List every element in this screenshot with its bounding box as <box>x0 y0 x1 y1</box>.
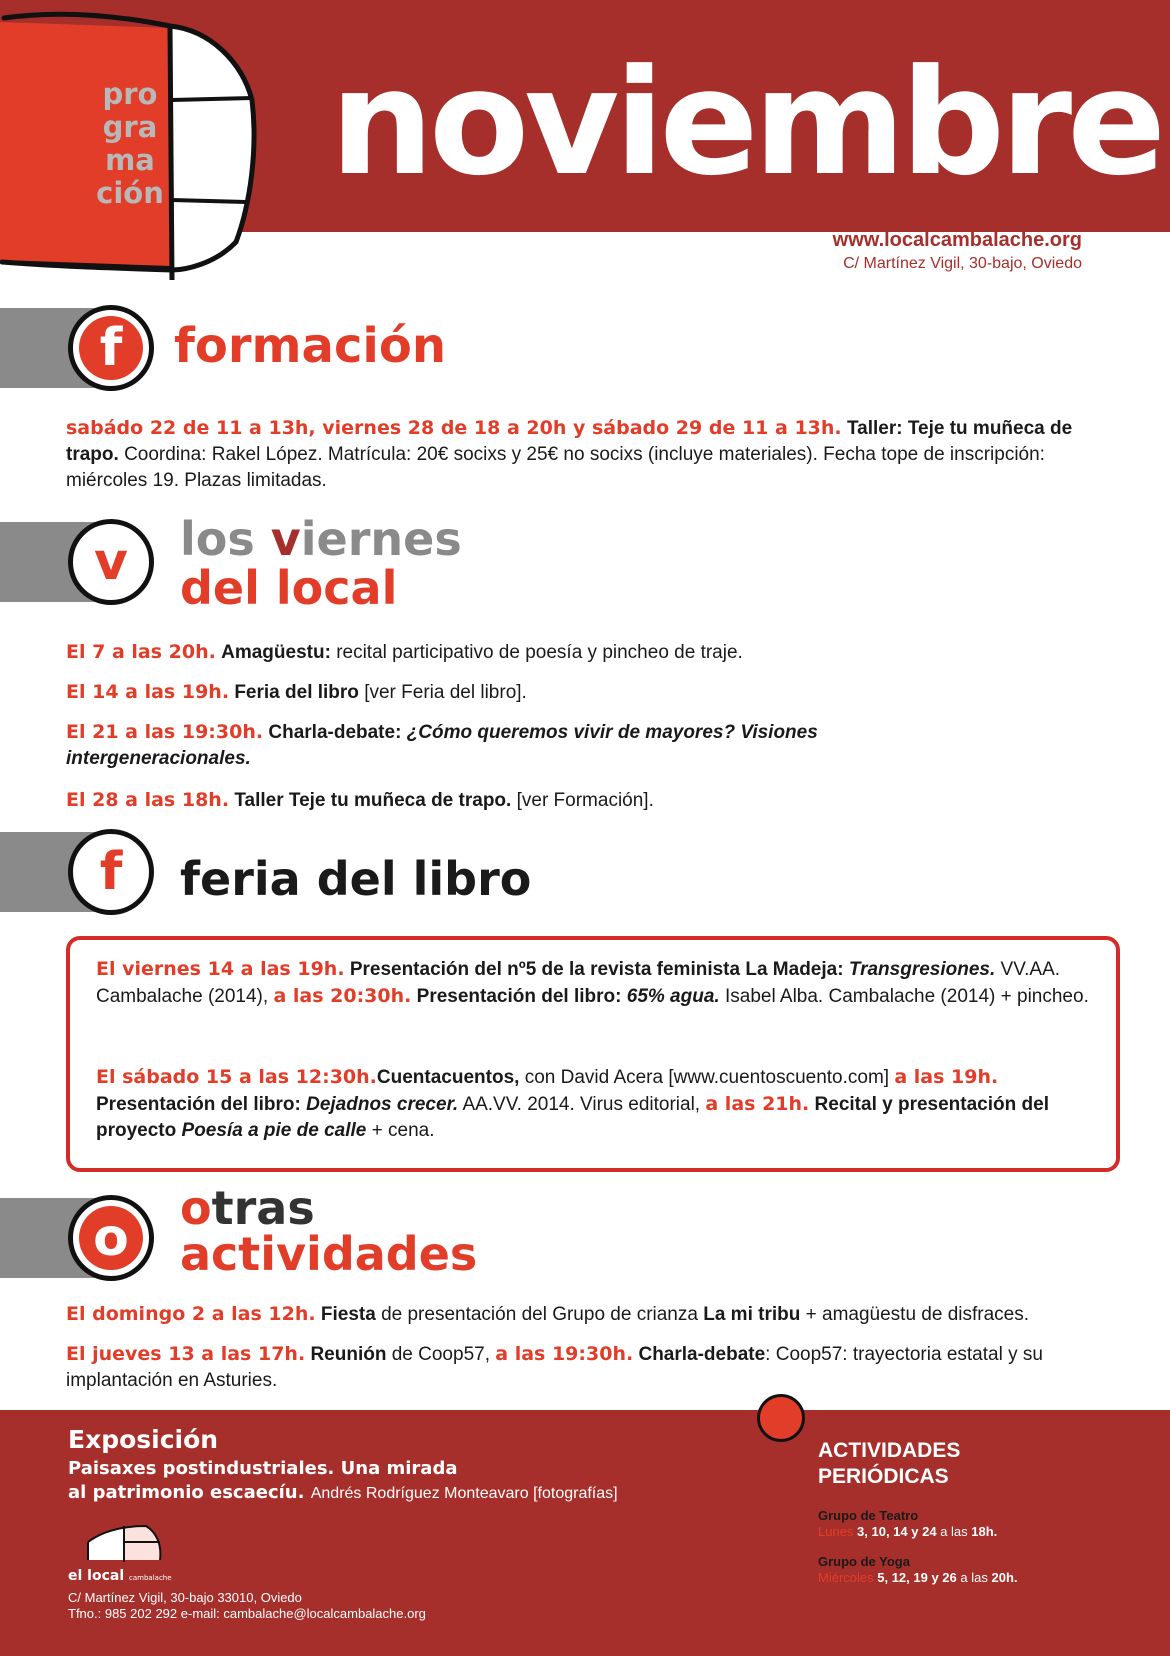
footer-logo-name-text: el local <box>68 1568 125 1584</box>
periodica-item <box>818 1508 997 1540</box>
otras-item <box>66 1341 1116 1394</box>
periodica-day: Miércoles <box>818 1570 874 1585</box>
feria-paragraph-2 <box>96 1064 1096 1144</box>
viernes-item-label: Taller Teje tu muñeca de trapo. <box>234 790 512 811</box>
viernes-item-date: El 7 a las 20h. <box>66 641 216 663</box>
viernes-item-text: [ver Formación]. <box>516 790 654 811</box>
feria-date: a las 19h. <box>894 1066 999 1088</box>
formacion-badge <box>68 305 154 391</box>
viernes-title-post: iernes <box>300 512 462 566</box>
viernes-title <box>180 514 462 564</box>
formacion-title: formación <box>174 318 446 374</box>
otras-item-label: Charla-debate <box>638 1344 766 1365</box>
viernes-item <box>66 787 1116 814</box>
feria-badge <box>68 829 154 915</box>
viernes-item-label: Charla-debate: <box>268 722 402 743</box>
viernes-item <box>66 719 906 772</box>
formacion-details: Coordina: Rakel López. Matrícula: 20€ socixs y 25€ no socixs (incluye materiales). Fecha tope de inscripción: miércoles 19. Plazas limitadas. <box>66 444 1045 491</box>
otras-badge <box>68 1195 154 1281</box>
otras-item-label: Fiesta <box>320 1304 376 1325</box>
periodica-time: 18h. <box>971 1524 998 1539</box>
feria-date: a las 20:30h. <box>273 985 412 1007</box>
periodica-dates: 5, 12, 19 y 26 <box>877 1570 957 1585</box>
viernes-item <box>66 679 1116 706</box>
footer-logo-small: cambalache <box>129 1574 172 1582</box>
viernes-title-v: v <box>270 512 301 566</box>
otras-item-text: de Coop57, <box>391 1344 490 1365</box>
periodicas-title: ACTIVIDADES PERIÓDICAS <box>818 1439 961 1488</box>
feria-paragraph-1 <box>96 956 1096 1010</box>
periodica-day: Lunes <box>818 1524 854 1539</box>
programacion-line-2: gra <box>102 110 158 144</box>
feria-label: Presentación del nº5 de la revista feminista La Madeja: <box>349 959 844 980</box>
periodica-mid: a las <box>960 1570 988 1585</box>
website-link[interactable]: www.localcambalache.org <box>832 229 1082 251</box>
expo-title: Exposición <box>68 1425 219 1454</box>
viernes-item-italic: ¿Cómo queremos vivir de mayores? Visiones intergeneracionales. <box>66 722 818 769</box>
formacion-date: sabádo 22 de 11 a 13h, viernes 28 de 18 a 20h y sábado 29 de 11 a 13h. <box>66 417 842 439</box>
periodicas-circle-icon <box>757 1394 805 1442</box>
viernes-item-label: Amagüestu: <box>221 642 331 663</box>
programacion-line-1: pro <box>102 77 158 111</box>
viernes-item-text: recital participativo de poesía y pincheo de traje. <box>336 642 743 663</box>
footer-phone-email[interactable]: Tfno.: 985 202 292 e-mail: cambalache@localcambalache.org <box>68 1606 426 1621</box>
viernes-item-date: El 14 a las 19h. <box>66 681 230 703</box>
feria-italic: Dejadnos crecer. <box>306 1094 459 1115</box>
viernes-item-text: [ver Feria del libro]. <box>364 682 527 703</box>
footer-logo-icon <box>84 1512 164 1568</box>
viernes-badge <box>68 519 154 605</box>
periodica-item <box>818 1554 1018 1586</box>
periodica-group: Grupo de Yoga <box>818 1554 910 1569</box>
viernes-title-pre: los <box>180 512 271 566</box>
header-address: C/ Martínez Vigil, 30-bajo, Oviedo <box>843 255 1082 272</box>
viernes-item-label: Feria del libro <box>234 682 359 703</box>
formacion-taller: Taller: Teje tu muñeca de trapo. <box>66 418 1073 465</box>
expo-subtitle-2-text: al patrimonio escaecíu. <box>68 1482 305 1503</box>
footer-contact <box>68 1590 426 1622</box>
viernes-item-date: El 28 a las 18h. <box>66 789 230 811</box>
feria-date: El sábado 15 a las 12:30h. <box>96 1066 377 1088</box>
expo-subtitle-2 <box>68 1482 618 1503</box>
otras-item-label: La mi tribu <box>703 1304 801 1325</box>
feria-italic: Poesía a pie de calle <box>181 1120 367 1141</box>
feria-date: a las 21h. <box>705 1093 810 1115</box>
feria-text: con David Acera [www.cuentoscuento.com] <box>524 1067 890 1088</box>
feria-text: VV.AA. Cambalache (2014), <box>96 959 1061 1007</box>
feria-text: + cena. <box>371 1120 435 1141</box>
otras-item-text: + amagüestu de disfraces. <box>805 1304 1030 1325</box>
month-title: noviembre <box>330 38 1162 208</box>
feria-text: AA.VV. 2014. Virus editorial, <box>462 1094 701 1115</box>
feria-date: El viernes 14 a las 19h. <box>96 958 345 980</box>
viernes-title-line2: del local <box>180 561 398 615</box>
expo-subtitle-1: Paisaxes postindustriales. Una mirada <box>68 1458 458 1479</box>
feria-label: Presentación del libro: <box>416 986 622 1007</box>
feria-title: feria del libro <box>180 852 532 906</box>
feria-italic: Transgresiones. <box>848 959 996 980</box>
feria-text: Isabel Alba. Cambalache (2014) + pincheo. <box>724 986 1089 1007</box>
programacion-label <box>70 78 190 210</box>
otras-title <box>180 1181 315 1235</box>
feria-letter: f <box>79 840 143 904</box>
otras-title-line2: actividades <box>180 1227 478 1281</box>
periodica-mid: a las <box>940 1524 968 1539</box>
feria-italic: 65% agua. <box>626 986 720 1007</box>
viernes-letter: v <box>79 530 143 594</box>
periodica-group: Grupo de Teatro <box>818 1508 919 1523</box>
formacion-text <box>66 415 1116 494</box>
expo-author: Andrés Rodríguez Monteavaro [fotografías] <box>310 1485 618 1502</box>
periodica-dates: 3, 10, 14 y 24 <box>857 1524 937 1539</box>
feria-label: Recital y presentación del proyecto <box>96 1094 1049 1141</box>
otras-item-text: de presentación del Grupo de crianza <box>381 1304 698 1325</box>
otras-item-date: El jueves 13 a las 17h. <box>66 1343 306 1365</box>
programacion-line-4: ción <box>96 176 164 210</box>
otras-title-rest: tras <box>211 1181 315 1235</box>
footer-logo-name <box>68 1568 172 1584</box>
viernes-item-date: El 21 a las 19:30h. <box>66 721 264 743</box>
otras-item-label: Reunión <box>310 1344 387 1365</box>
otras-item <box>66 1301 1116 1328</box>
footer-address: C/ Martínez Vigil, 30-bajo 33010, Oviedo <box>68 1590 302 1605</box>
feria-label: Cuentacuentos, <box>376 1067 520 1088</box>
otras-letter: o <box>79 1206 143 1270</box>
otras-item-date: El domingo 2 a las 12h. <box>66 1303 316 1325</box>
formacion-letter: f <box>79 316 143 380</box>
otras-item-date: a las 19:30h. <box>495 1343 634 1365</box>
viernes-item <box>66 639 1116 666</box>
otras-item-text: : Coop57: trayectoria estatal y su implantación en Asturies. <box>66 1344 1043 1391</box>
periodica-time: 20h. <box>991 1570 1018 1585</box>
programacion-line-3: ma <box>105 143 155 177</box>
otras-title-o: o <box>180 1181 212 1235</box>
feria-label: Presentación del libro: <box>96 1094 301 1115</box>
